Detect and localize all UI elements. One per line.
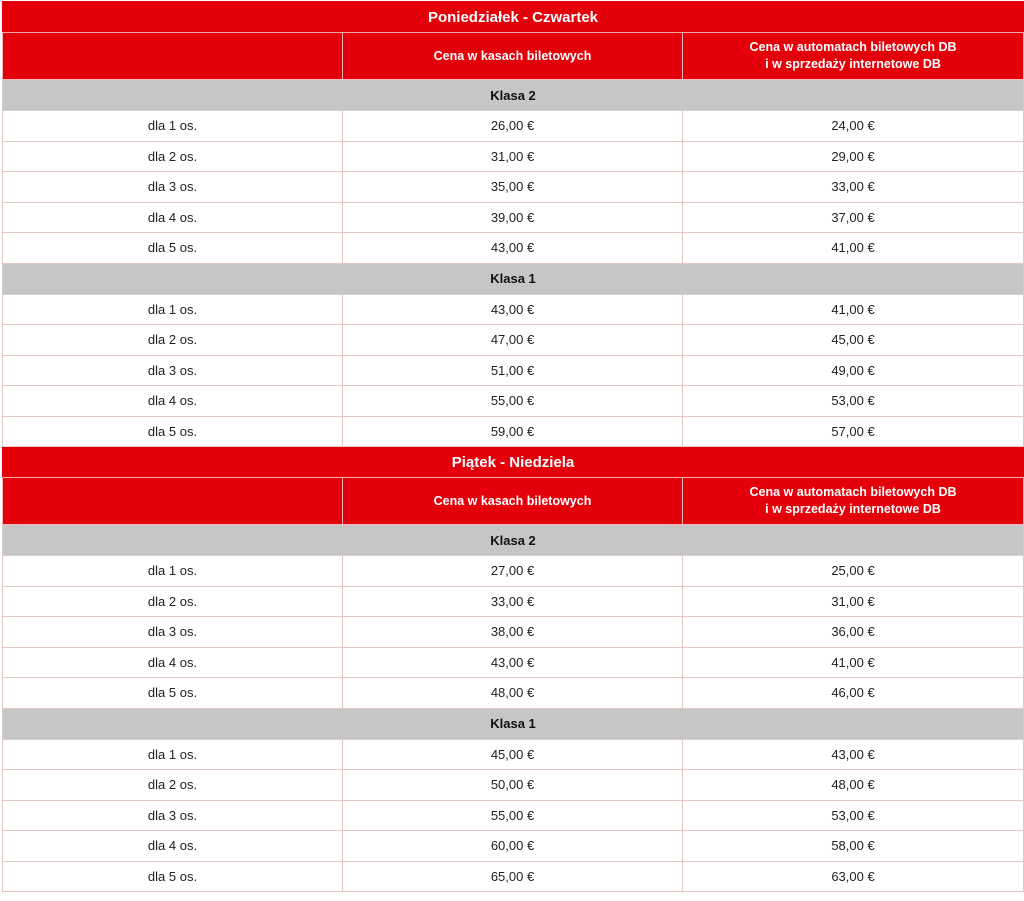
header-kasy: Cena w kasach biletowych — [343, 478, 683, 525]
price-automaty-cell: 49,00 € — [683, 355, 1024, 386]
table-row — [3, 111, 1024, 142]
table-row — [3, 141, 1024, 172]
table-row — [3, 294, 1024, 325]
persons-cell: dla 4 os. — [3, 831, 343, 862]
persons-cell: dla 1 os. — [3, 294, 343, 325]
table-row — [3, 800, 1024, 831]
price-kasy-cell: 60,00 € — [343, 831, 683, 862]
table-row — [3, 617, 1024, 648]
price-automaty-cell: 29,00 € — [683, 141, 1024, 172]
table-row — [3, 861, 1024, 892]
persons-cell: dla 3 os. — [3, 800, 343, 831]
table-row — [3, 386, 1024, 417]
persons-cell: dla 3 os. — [3, 617, 343, 648]
header-automaty-line1: Cena w automatach biletowych DB — [749, 40, 957, 54]
price-automaty-cell: 63,00 € — [683, 861, 1024, 892]
price-automaty-cell: 53,00 € — [683, 386, 1024, 417]
persons-cell: dla 2 os. — [3, 325, 343, 356]
table-row — [3, 739, 1024, 770]
table-row — [3, 355, 1024, 386]
header-automaty — [683, 478, 1024, 525]
price-automaty-cell: 41,00 € — [683, 294, 1024, 325]
header-automaty-line2: i w sprzedaży internetowe DB — [765, 502, 941, 516]
section-title-row — [3, 447, 1024, 478]
table-row — [3, 831, 1024, 862]
section-title: Piątek - Niedziela — [3, 447, 1024, 478]
persons-cell: dla 1 os. — [3, 111, 343, 142]
price-kasy-cell: 39,00 € — [343, 202, 683, 233]
price-automaty-cell: 53,00 € — [683, 800, 1024, 831]
price-automaty-cell: 57,00 € — [683, 416, 1024, 447]
persons-cell: dla 1 os. — [3, 739, 343, 770]
persons-cell: dla 3 os. — [3, 355, 343, 386]
table-row — [3, 586, 1024, 617]
price-kasy-cell: 51,00 € — [343, 355, 683, 386]
price-kasy-cell: 26,00 € — [343, 111, 683, 142]
persons-cell: dla 3 os. — [3, 172, 343, 203]
table-row — [3, 325, 1024, 356]
class-label: Klasa 1 — [3, 263, 1024, 294]
header-automaty-line1: Cena w automatach biletowych DB — [749, 485, 957, 499]
persons-cell: dla 4 os. — [3, 647, 343, 678]
price-kasy-cell: 45,00 € — [343, 739, 683, 770]
column-header-row — [3, 33, 1024, 80]
persons-cell: dla 5 os. — [3, 416, 343, 447]
class-label: Klasa 2 — [3, 80, 1024, 111]
header-empty-cell — [3, 478, 343, 525]
price-kasy-cell: 43,00 € — [343, 294, 683, 325]
price-kasy-cell: 31,00 € — [343, 141, 683, 172]
price-automaty-cell: 33,00 € — [683, 172, 1024, 203]
price-kasy-cell: 65,00 € — [343, 861, 683, 892]
table-row — [3, 202, 1024, 233]
price-automaty-cell: 58,00 € — [683, 831, 1024, 862]
price-automaty-cell: 48,00 € — [683, 770, 1024, 801]
table-row — [3, 233, 1024, 264]
price-kasy-cell: 38,00 € — [343, 617, 683, 648]
price-automaty-cell: 36,00 € — [683, 617, 1024, 648]
header-automaty — [683, 33, 1024, 80]
class-row — [3, 80, 1024, 111]
persons-cell: dla 5 os. — [3, 233, 343, 264]
price-kasy-cell: 27,00 € — [343, 556, 683, 587]
table-row — [3, 556, 1024, 587]
price-automaty-cell: 45,00 € — [683, 325, 1024, 356]
persons-cell: dla 2 os. — [3, 770, 343, 801]
header-empty-cell — [3, 33, 343, 80]
price-kasy-cell: 43,00 € — [343, 233, 683, 264]
price-table — [2, 1, 1024, 892]
column-header-row — [3, 478, 1024, 525]
table-row — [3, 172, 1024, 203]
price-kasy-cell: 59,00 € — [343, 416, 683, 447]
section-title-row — [3, 2, 1024, 33]
class-row — [3, 263, 1024, 294]
header-automaty-line2: i w sprzedaży internetowe DB — [765, 57, 941, 71]
table-row — [3, 647, 1024, 678]
price-kasy-cell: 48,00 € — [343, 678, 683, 709]
class-row — [3, 525, 1024, 556]
price-automaty-cell: 41,00 € — [683, 233, 1024, 264]
persons-cell: dla 1 os. — [3, 556, 343, 587]
class-label: Klasa 2 — [3, 525, 1024, 556]
persons-cell: dla 2 os. — [3, 141, 343, 172]
persons-cell: dla 4 os. — [3, 386, 343, 417]
persons-cell: dla 2 os. — [3, 586, 343, 617]
persons-cell: dla 5 os. — [3, 678, 343, 709]
price-kasy-cell: 55,00 € — [343, 800, 683, 831]
price-automaty-cell: 37,00 € — [683, 202, 1024, 233]
price-automaty-cell: 43,00 € — [683, 739, 1024, 770]
persons-cell: dla 4 os. — [3, 202, 343, 233]
price-automaty-cell: 24,00 € — [683, 111, 1024, 142]
price-kasy-cell: 50,00 € — [343, 770, 683, 801]
price-automaty-cell: 31,00 € — [683, 586, 1024, 617]
section-title: Poniedziałek - Czwartek — [3, 2, 1024, 33]
price-kasy-cell: 55,00 € — [343, 386, 683, 417]
header-kasy: Cena w kasach biletowych — [343, 33, 683, 80]
price-kasy-cell: 35,00 € — [343, 172, 683, 203]
table-row — [3, 678, 1024, 709]
price-automaty-cell: 41,00 € — [683, 647, 1024, 678]
price-kasy-cell: 33,00 € — [343, 586, 683, 617]
price-automaty-cell: 25,00 € — [683, 556, 1024, 587]
persons-cell: dla 5 os. — [3, 861, 343, 892]
class-row — [3, 708, 1024, 739]
price-kasy-cell: 43,00 € — [343, 647, 683, 678]
class-label: Klasa 1 — [3, 708, 1024, 739]
price-automaty-cell: 46,00 € — [683, 678, 1024, 709]
table-row — [3, 770, 1024, 801]
table-row — [3, 416, 1024, 447]
price-kasy-cell: 47,00 € — [343, 325, 683, 356]
